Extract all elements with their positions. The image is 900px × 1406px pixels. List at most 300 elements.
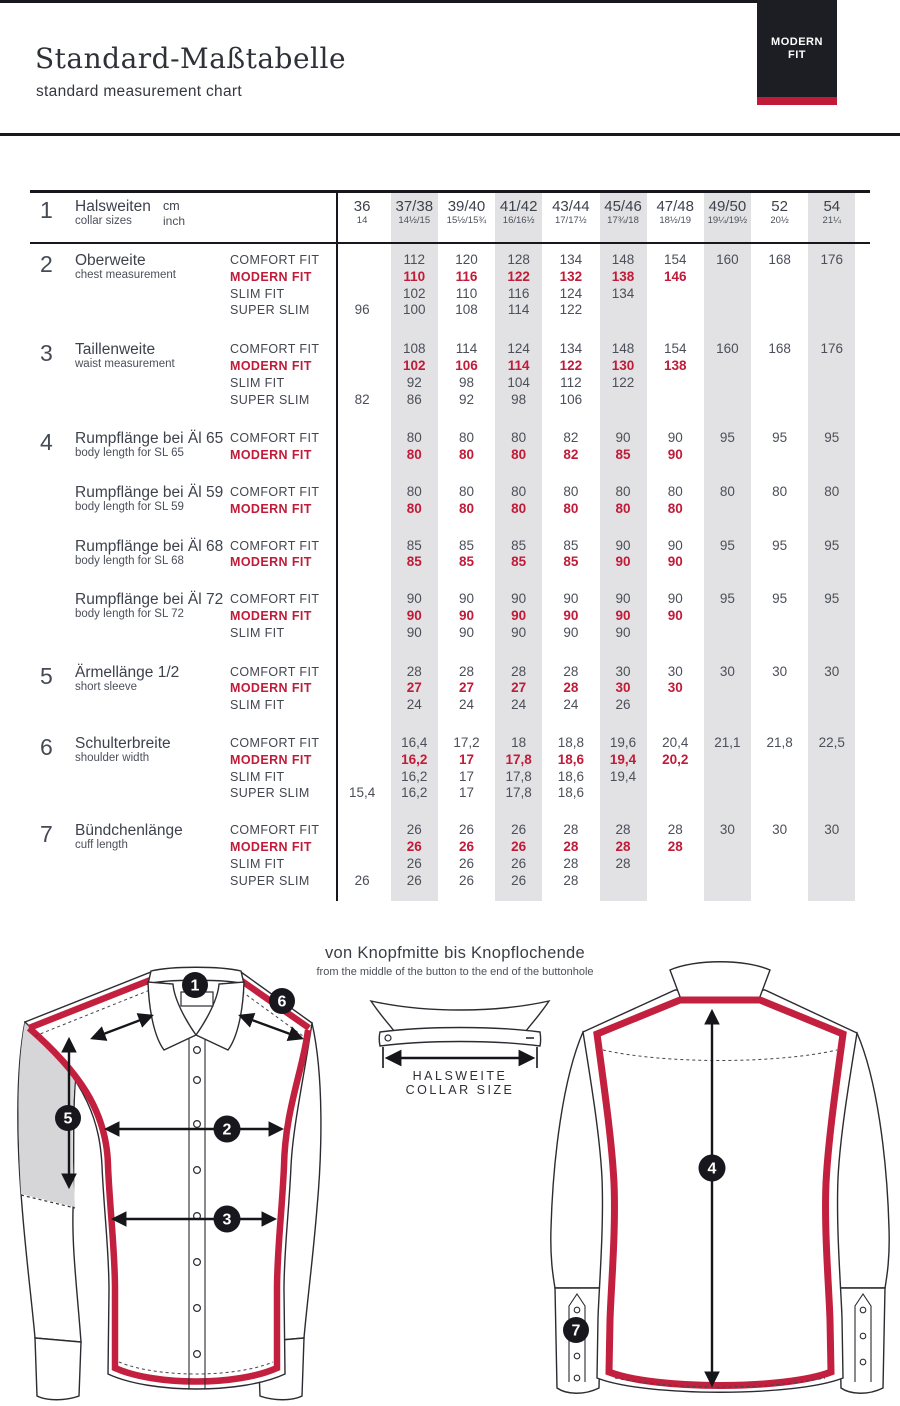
value-cell [754,358,806,375]
value-cell: 154 [663,341,687,357]
top-edge-line [0,0,757,3]
table-top-rule [30,190,870,193]
value-cell: 116 [455,268,478,284]
value-cell [336,447,388,464]
value-cell: 124 [507,341,530,357]
fit-label: COMFORT FIT [230,664,320,679]
measurement-group [30,538,870,572]
size-cm: 47/48 [656,198,694,215]
label-de: Rumpflänge bei Äl 59 [75,483,224,501]
value-cell [701,752,753,769]
value-cell: 112 [403,252,426,267]
marker-7-number: 7 [571,1322,581,1340]
value-cell: 90 [511,591,527,607]
value-cell: 90 [458,591,474,607]
modern-fit-badge-box [757,0,837,97]
value-cell: 90 [615,591,631,607]
value-cell: 16,2 [401,768,428,784]
value-cell [649,856,701,873]
value-cell: 90 [511,607,527,623]
value-cell [336,269,388,286]
value-cell [336,822,388,839]
value-cell: 90 [667,537,683,553]
value-cell: 80 [406,447,422,463]
value-cell: 95 [772,430,788,446]
value-cell [754,697,806,714]
value-cell [754,375,806,392]
value-cell: 26 [406,822,422,838]
value-cell: 85 [563,554,579,570]
row-number: 7 [40,821,53,848]
value-cell: 80 [458,500,474,516]
value-cell: 26 [615,697,631,713]
page-subtitle: standard measurement chart [36,83,242,100]
label-de: Schulterbreite [75,734,171,752]
value-cell [701,375,753,392]
value-cell: 148 [611,252,635,267]
value-cell [806,839,858,856]
value-cell: 138 [611,268,635,284]
value-cell: 108 [403,341,426,357]
value-cell: 26 [406,855,422,871]
value-cell: 26 [458,838,474,854]
value-cell [754,769,806,786]
value-cell: 16,2 [401,785,428,801]
value-cell: 80 [511,500,527,516]
value-cell: 30 [615,663,631,679]
label-en: chest measurement [75,269,176,281]
fit-label: MODERN FIT [230,501,312,516]
value-cell: 90 [406,591,422,607]
value-cell [649,286,701,303]
value-cell [336,735,388,752]
value-cell: 80 [772,483,788,499]
value-cell [806,554,858,571]
value-cell [701,302,753,319]
value-cell [336,501,388,518]
value-cell: 98 [511,391,527,407]
fit-label: MODERN FIT [230,448,312,463]
measurement-group [30,735,870,802]
value-cell [701,697,753,714]
value-cell [754,856,806,873]
value-cell: 20,4 [662,734,689,750]
value-cell: 85 [615,447,631,463]
value-cell [754,752,806,769]
value-cell [336,680,388,697]
value-cell: 24 [458,697,474,713]
value-cell: 17 [458,785,474,801]
value-cell: 80 [615,500,631,516]
size-cm: 43/44 [552,198,590,215]
badge-red-bar [757,97,837,105]
value-cell: 18,6 [557,768,584,784]
label-de: Rumpflänge bei Äl 72 [75,591,224,609]
value-cell: 17,8 [505,768,532,784]
table-groups [30,244,870,889]
value-cell: 30 [667,680,683,696]
value-cell [336,484,388,501]
value-cell: 28 [615,822,631,838]
label-en: waist measurement [75,358,175,371]
value-cell: 82 [563,430,579,446]
value-cell: 20,2 [662,751,689,767]
value-cell: 148 [611,341,635,357]
value-cell [754,269,806,286]
value-cell: 112 [560,374,582,390]
value-cell: 26 [458,872,474,888]
value-cell [336,856,388,873]
label-en: body length for SL 68 [75,554,184,567]
value-cell: 95 [772,537,788,553]
value-cell [336,769,388,786]
value-cell: 26 [511,872,527,888]
size-header-cell [649,198,701,228]
value-cell: 21,8 [766,734,793,750]
value-cell [336,375,388,392]
value-cell: 80 [719,483,735,499]
value-cell: 85 [511,554,527,570]
value-cell [701,447,753,464]
value-cell [336,664,388,681]
value-cell: 19,4 [609,751,637,767]
value-cell: 28 [667,838,683,854]
value-cell [754,302,806,319]
value-cell: 15,4 [348,785,376,801]
collar-button [385,1035,391,1041]
label-en: body length for SL 59 [75,500,184,513]
marker-4-number: 4 [707,1160,717,1178]
value-cell: 160 [716,252,739,267]
value-cell: 22,5 [818,734,845,750]
value-cell: 90 [615,430,631,446]
label-de: Taillenweite [75,341,156,359]
value-cell: 80 [563,483,579,499]
value-cell: 90 [615,537,631,553]
value-cell: 80 [667,483,683,499]
label-en: body length for SL 65 [75,447,184,460]
value-cell: 19,6 [609,734,637,750]
value-cell: 132 [559,268,583,284]
marker-1-number: 1 [190,977,200,995]
value-cell: 122 [559,302,583,318]
value-cell: 27 [406,680,422,696]
value-cell: 134 [559,252,583,267]
size-inch: 17/17½ [554,215,587,226]
size-header-cell [440,198,492,228]
value-cell: 26 [511,838,527,854]
size-header-cell [754,198,806,228]
size-inch: 15½/15¾ [446,215,487,226]
value-cell [336,341,388,358]
value-cell: 122 [559,357,583,373]
value-cell [701,269,753,286]
collar-size-label-de: HALSWEITE [412,1069,508,1083]
fit-label: SUPER SLIM [230,303,310,318]
value-cell: 98 [458,374,474,390]
value-cell: 114 [455,341,478,357]
back-right-cuff [839,1288,885,1393]
value-cell [336,608,388,625]
value-cell [754,608,806,625]
size-inch: 21¼ [822,215,842,226]
fit-label: SUPER SLIM [230,873,310,888]
value-cell: 90 [615,624,631,640]
value-cell: 28 [563,855,579,871]
value-cell: 26 [511,822,527,838]
value-cell: 100 [403,302,426,318]
measurement-label [75,664,230,714]
value-cell: 96 [354,302,370,318]
value-cell: 85 [406,537,422,553]
label-en: cuff length [75,839,128,852]
value-cell: 124 [559,285,583,301]
value-cell [806,680,858,697]
table-divider-line [336,190,338,901]
measurement-group [30,252,870,319]
value-cell: 30 [772,663,788,679]
value-cell: 90 [563,591,579,607]
value-cell [336,591,388,608]
value-cell [336,752,388,769]
value-cell: 110 [455,285,478,301]
value-cell: 17,2 [453,734,480,750]
fit-label: SLIM FIT [230,625,285,640]
value-cell: 18,6 [557,785,584,801]
value-cell: 26 [406,872,422,888]
value-cell: 90 [667,554,683,570]
value-cell: 80 [667,500,683,516]
fit-label: MODERN FIT [230,358,312,373]
row-number [30,538,75,555]
size-inch: 14½/15 [398,215,431,226]
fit-label: MODERN FIT [230,839,312,854]
measurement-group [30,341,870,408]
row-number: 6 [40,733,53,760]
value-cell: 16,4 [401,734,428,750]
size-inch: 19¼/19½ [707,215,748,226]
value-cell [754,873,806,890]
size-inch: 20½ [770,215,789,226]
size-cm: 45/46 [604,198,642,215]
value-cell: 108 [455,302,478,318]
value-cell: 28 [563,680,579,696]
value-cell: 122 [611,374,635,390]
value-cell: 18,8 [557,734,584,750]
value-cell: 110 [403,268,426,284]
value-cell: 114 [507,357,530,373]
value-cell: 28 [458,663,474,679]
table-header-row [30,198,870,228]
value-cell: 82 [563,447,579,463]
marker-3-number: 3 [222,1211,232,1229]
value-cell [597,873,649,890]
fit-label: MODERN FIT [230,681,312,696]
marker-2-number: 2 [222,1121,232,1139]
value-cell: 80 [406,430,422,446]
fit-label: COMFORT FIT [230,253,320,267]
fit-label: SUPER SLIM [230,392,310,407]
value-cell: 80 [511,430,527,446]
value-cell [754,839,806,856]
label-de: Rumpflänge bei Äl 65 [75,430,224,448]
value-cell [336,286,388,303]
value-cell: 85 [458,554,474,570]
value-cell: 80 [458,447,474,463]
value-cell: 106 [559,391,583,407]
value-cell [806,697,858,714]
label-de: Ärmellänge 1/2 [75,663,180,681]
value-cell: 30 [824,663,840,679]
value-cell [806,392,858,409]
shirt-front-diagram [15,958,355,1406]
collar-size-label-en: COLLAR SIZE [405,1083,515,1097]
value-cell: 28 [563,663,579,679]
value-cell: 92 [458,391,474,407]
size-cm: 37/38 [395,198,434,215]
value-cell: 80 [511,483,527,499]
fit-label: COMFORT FIT [230,484,320,499]
value-cell [336,625,388,642]
value-cell [806,608,858,625]
value-cell: 90 [563,607,579,623]
value-cell [597,392,649,409]
value-cell: 30 [719,663,735,679]
value-cell: 85 [563,537,579,553]
size-header-cell [336,198,388,228]
value-cell: 90 [406,607,422,623]
value-cell [701,554,753,571]
value-cell: 176 [820,252,844,267]
value-cell: 90 [667,591,683,607]
units [163,198,185,228]
measurement-label [75,591,230,641]
size-header-cell [597,198,649,228]
label-de: Oberweite [75,252,146,269]
value-cell [754,447,806,464]
value-cell [701,608,753,625]
value-cell [806,752,858,769]
value-cell [336,430,388,447]
value-cell [701,785,753,802]
measurement-label [75,822,230,889]
label-en: body length for SL 72 [75,608,184,621]
front-left-cuff [35,1338,81,1400]
value-cell [649,302,701,319]
value-cell [649,392,701,409]
value-cell: 30 [615,680,631,696]
value-cell: 130 [611,357,635,373]
back-body [583,990,857,1392]
size-header-cell [493,198,545,228]
value-cell [754,785,806,802]
value-cell: 95 [772,591,788,607]
row-number: 3 [40,340,53,367]
collar-sizes-label [75,198,230,228]
measurement-group [30,430,870,464]
page-title: Standard-Maßtabelle [35,42,347,75]
row-number: 2 [40,251,53,277]
value-cell [806,625,858,642]
value-cell: 27 [458,680,474,696]
fit-label: MODERN FIT [230,608,312,623]
fit-label: SLIM FIT [230,286,285,301]
value-cell: 160 [716,341,739,357]
value-cell: 168 [768,341,791,357]
value-cell: 104 [507,374,530,390]
value-cell: 106 [455,357,478,373]
value-cell [649,625,701,642]
value-cell: 24 [511,697,527,713]
value-cell [701,769,753,786]
value-cell: 16,2 [401,751,428,767]
value-cell [806,286,858,303]
size-inch: 16/16½ [502,215,535,226]
value-cell: 17,8 [505,751,532,767]
value-cell: 19,4 [609,768,637,784]
value-cell: 85 [458,537,474,553]
value-cell: 18,6 [557,751,584,767]
size-cm: 36 [353,198,371,215]
value-cell: 28 [563,822,579,838]
value-cell: 95 [719,430,735,446]
value-cell [806,785,858,802]
value-cell: 28 [667,822,683,838]
value-cell [336,252,388,269]
value-cell: 17,8 [505,785,532,801]
value-cell: 128 [507,252,530,267]
value-cell: 90 [667,430,683,446]
value-cell [336,538,388,555]
value-cell [336,839,388,856]
value-cell: 21,1 [714,734,741,750]
value-cell [597,785,649,802]
label-de: Rumpflänge bei Äl 68 [75,537,224,555]
value-cell: 92 [406,374,422,390]
fit-label: SLIM FIT [230,769,285,784]
size-header-cell [388,198,440,228]
value-cell [806,447,858,464]
measurement-label [75,430,230,464]
value-cell [701,358,753,375]
value-cell [754,680,806,697]
value-cell [754,625,806,642]
value-cell [649,769,701,786]
row-number: 4 [40,429,53,456]
fit-label: MODERN FIT [230,752,312,767]
value-cell [336,554,388,571]
measurement-label [75,252,230,319]
value-cell [806,501,858,518]
collar-band-diagram [355,998,565,1098]
fit-label: COMFORT FIT [230,342,320,357]
label-en: collar sizes [75,215,132,227]
value-cell [806,769,858,786]
unit-cm: cm [163,199,180,213]
fit-label: COMFORT FIT [230,735,320,750]
measurement-label [75,484,230,518]
collar-note-de: von Knopfmitte bis Knopflochende [324,944,586,962]
shirt-back-diagram [545,958,895,1406]
row-number: 1 [40,197,53,223]
value-cell [649,697,701,714]
fit-label: MODERN FIT [230,269,312,284]
value-cell: 95 [824,430,840,446]
value-cell: 28 [511,663,527,679]
value-cell: 134 [559,341,583,357]
marker-5-number: 5 [63,1110,73,1128]
value-cell: 116 [507,285,530,301]
